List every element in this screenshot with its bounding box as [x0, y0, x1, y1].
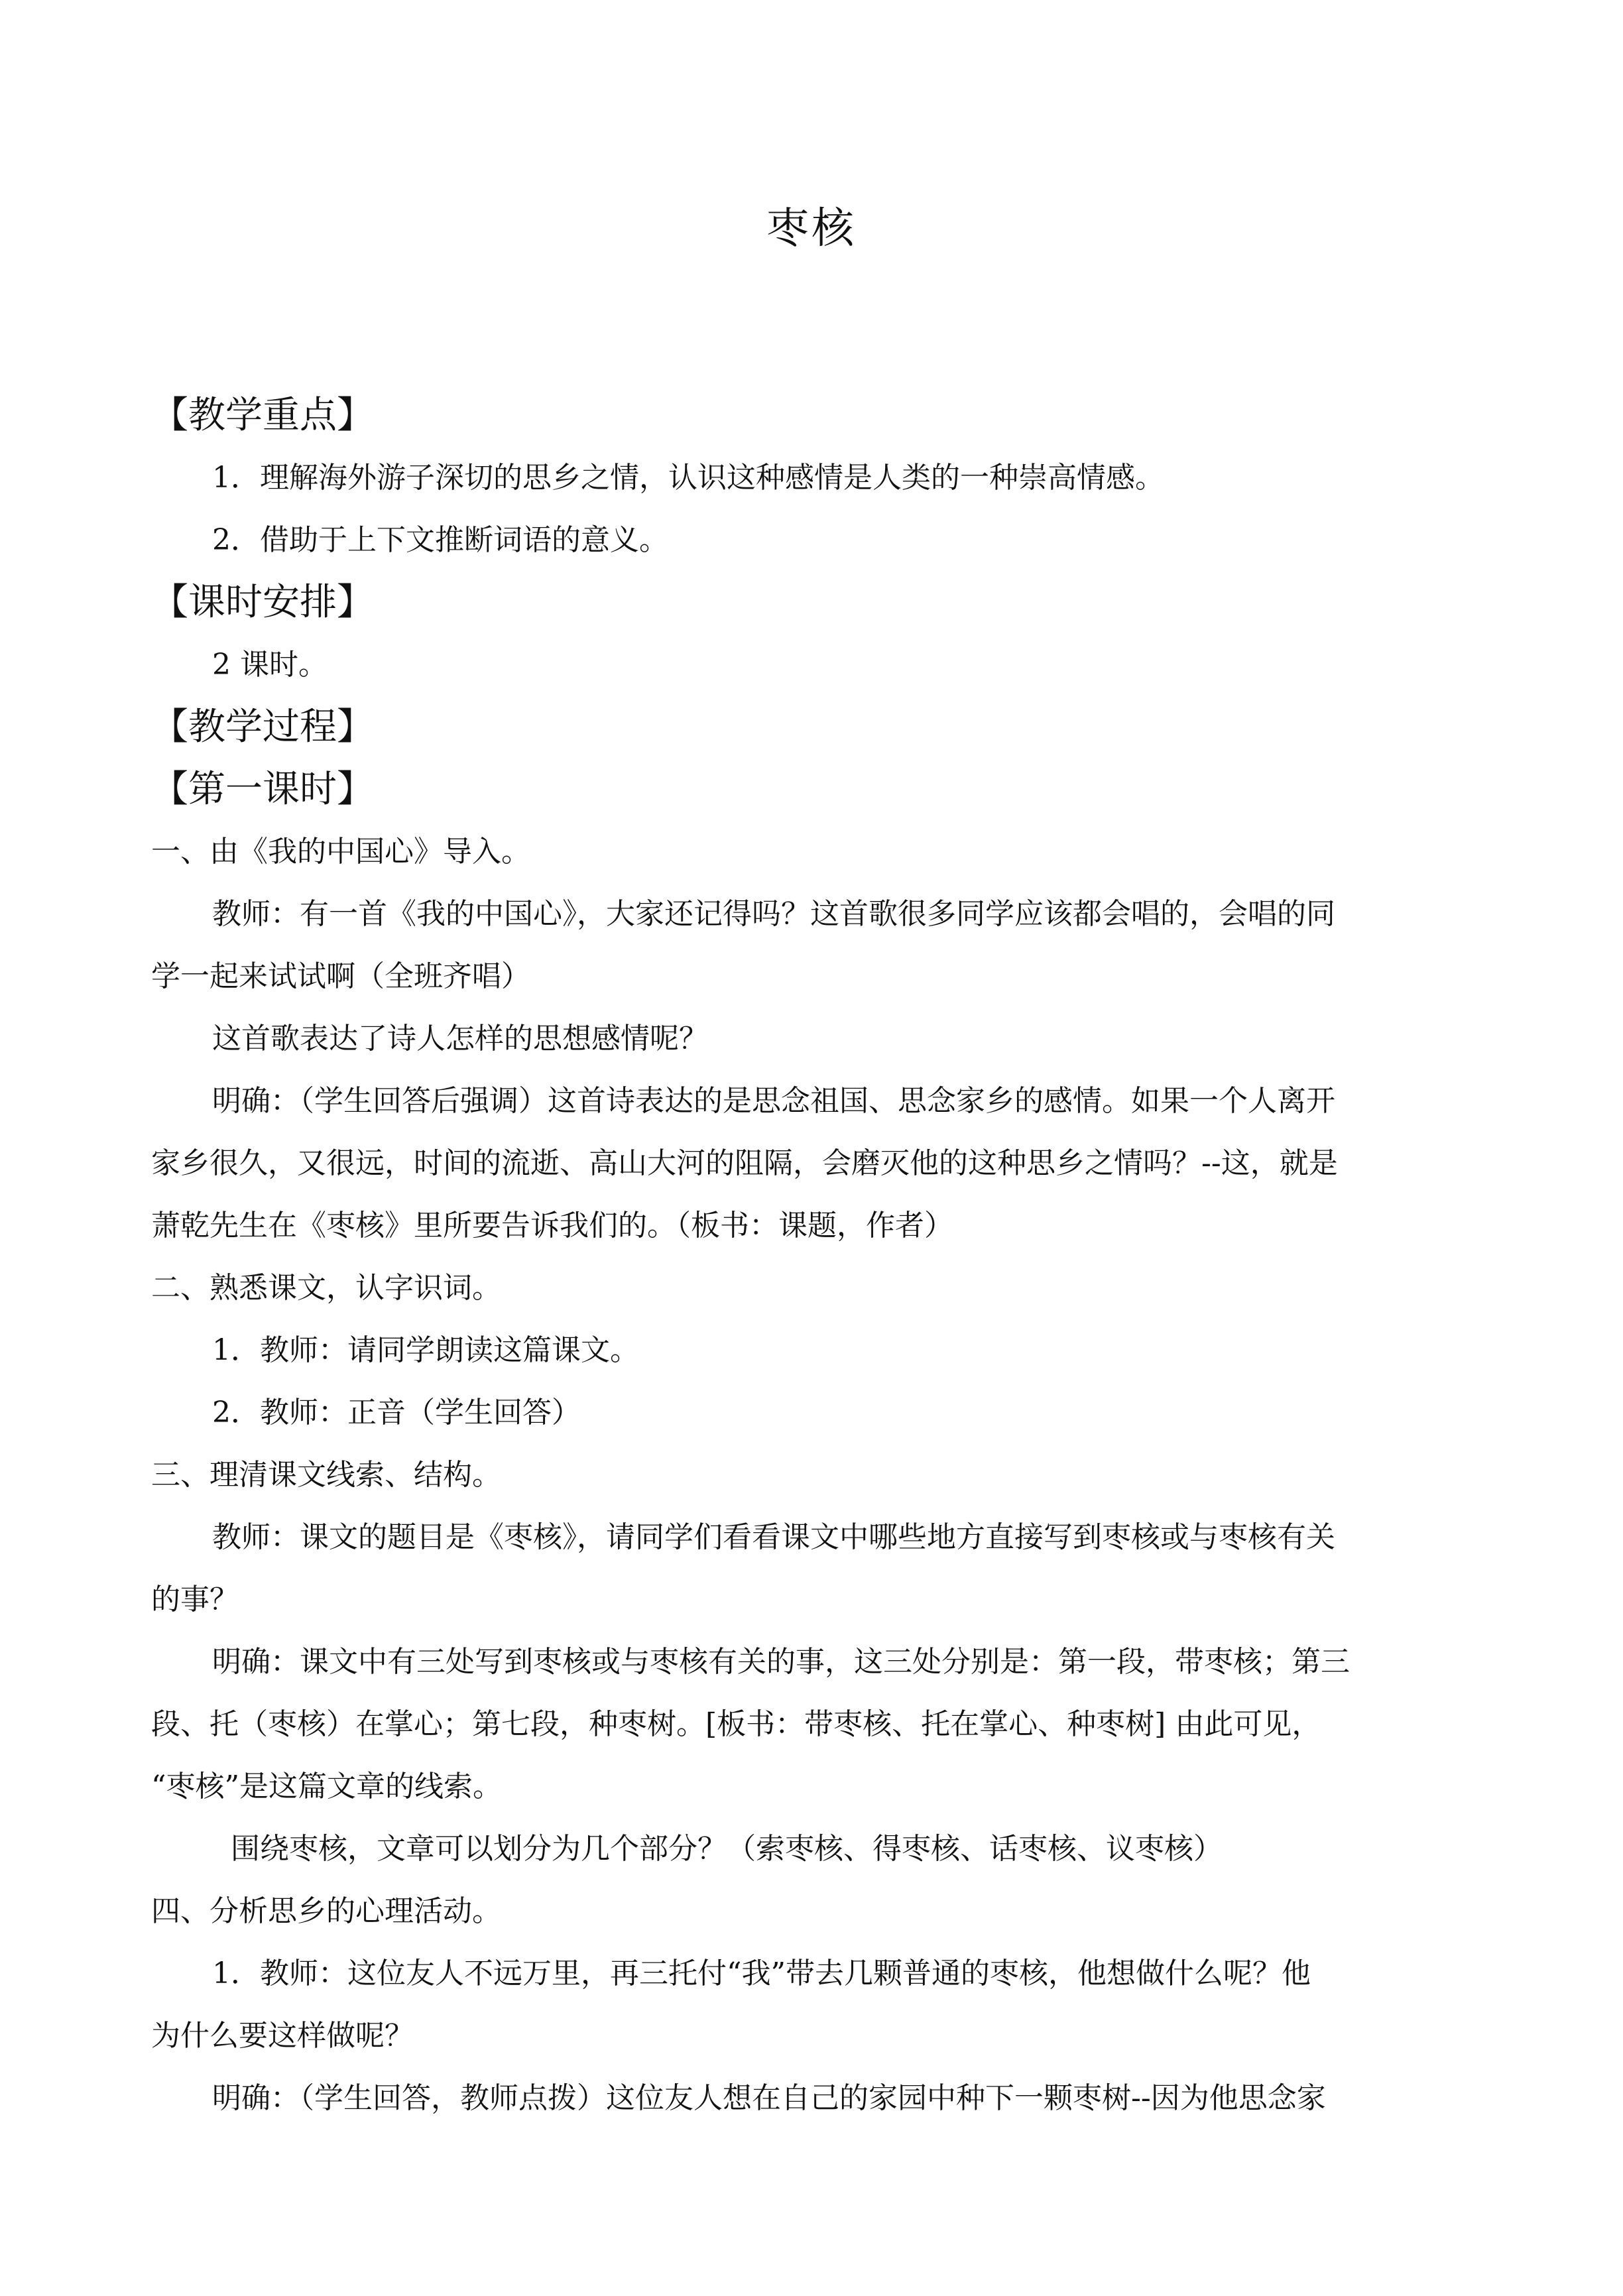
- document-body: [151, 385, 1477, 2130]
- paragraph-line: 围绕枣核，文章可以划分为几个部分？（索枣核、得枣核、话枣核、议枣核）: [231, 1832, 1223, 1866]
- paragraph-line: 这首歌表达了诗人怎样的思想感情呢？: [212, 1022, 708, 1056]
- paragraph-line: 明确：（学生回答，教师点拨）这位友人想在自己的家园中种下一颗枣树--因为他思念家: [212, 2081, 1326, 2115]
- paragraph-line: 的事？: [151, 1583, 239, 1616]
- paragraph-line: 2．借助于上下文推断词语的意义。: [212, 523, 668, 557]
- paragraph-line: 四、分析思乡的心理活动。: [151, 1894, 501, 1928]
- section-heading: 【第一课时】: [151, 768, 374, 811]
- section-heading: 【课时安排】: [151, 581, 374, 624]
- section-heading: 【教学重点】: [151, 394, 374, 437]
- paragraph-line: 1．教师：这位友人不远万里，再三托付“我”带去几颗普通的枣核，他想做什么呢？他: [212, 1957, 1311, 1990]
- paragraph-line: “枣核”是这篇文章的线索。: [151, 1770, 502, 1803]
- paragraph-line: 1．教师：请同学朗读这篇课文。: [212, 1333, 639, 1367]
- section-heading: 【教学过程】: [151, 705, 374, 749]
- paragraph-line: 萧乾先生在《枣核》里所要告诉我们的。（板书：课题，作者）: [151, 1209, 953, 1242]
- paragraph-line: 段、托（枣核）在掌心；第七段，种枣树。[板书：带枣核、托在掌心、种枣树] 由此可见，: [151, 1707, 1321, 1741]
- document-title: 枣核: [766, 204, 857, 253]
- paragraph-line: 明确：（学生回答后强调）这首诗表达的是思念祖国、思念家乡的感情。如果一个人离开: [212, 1084, 1335, 1118]
- paragraph-line: 2 课时。: [212, 648, 328, 682]
- paragraph-line: 三、理清课文线索、结构。: [151, 1458, 501, 1492]
- paragraph-line: 二、熟悉课文，认字识词。: [151, 1271, 501, 1305]
- paragraph-line: 教师：课文的题目是《枣核》，请同学们看看课文中哪些地方直接写到枣核或与枣核有关: [212, 1520, 1335, 1554]
- paragraph-line: 家乡很久，又很远，时间的流逝、高山大河的阻隔，会磨灭他的这种思乡之情吗？--这，就是: [151, 1146, 1338, 1180]
- paragraph-line: 学一起来试试啊（全班齐唱）: [151, 959, 530, 993]
- paragraph-line: 为什么要这样做呢？: [151, 2019, 414, 2053]
- paragraph-line: 一、由《我的中国心》导入。: [151, 835, 530, 869]
- paragraph-line: 1．理解海外游子深切的思乡之情，认识这种感情是人类的一种崇高情感。: [212, 461, 1164, 495]
- paragraph-line: 明确：课文中有三处写到枣核或与枣核有关的事，这三处分别是：第一段，带枣核；第三: [212, 1645, 1350, 1679]
- paragraph-line: 2．教师：正音（学生回答）: [212, 1396, 581, 1429]
- paragraph-line: 教师：有一首《我的中国心》，大家还记得吗？这首歌很多同学应该都会唱的，会唱的同: [212, 897, 1335, 931]
